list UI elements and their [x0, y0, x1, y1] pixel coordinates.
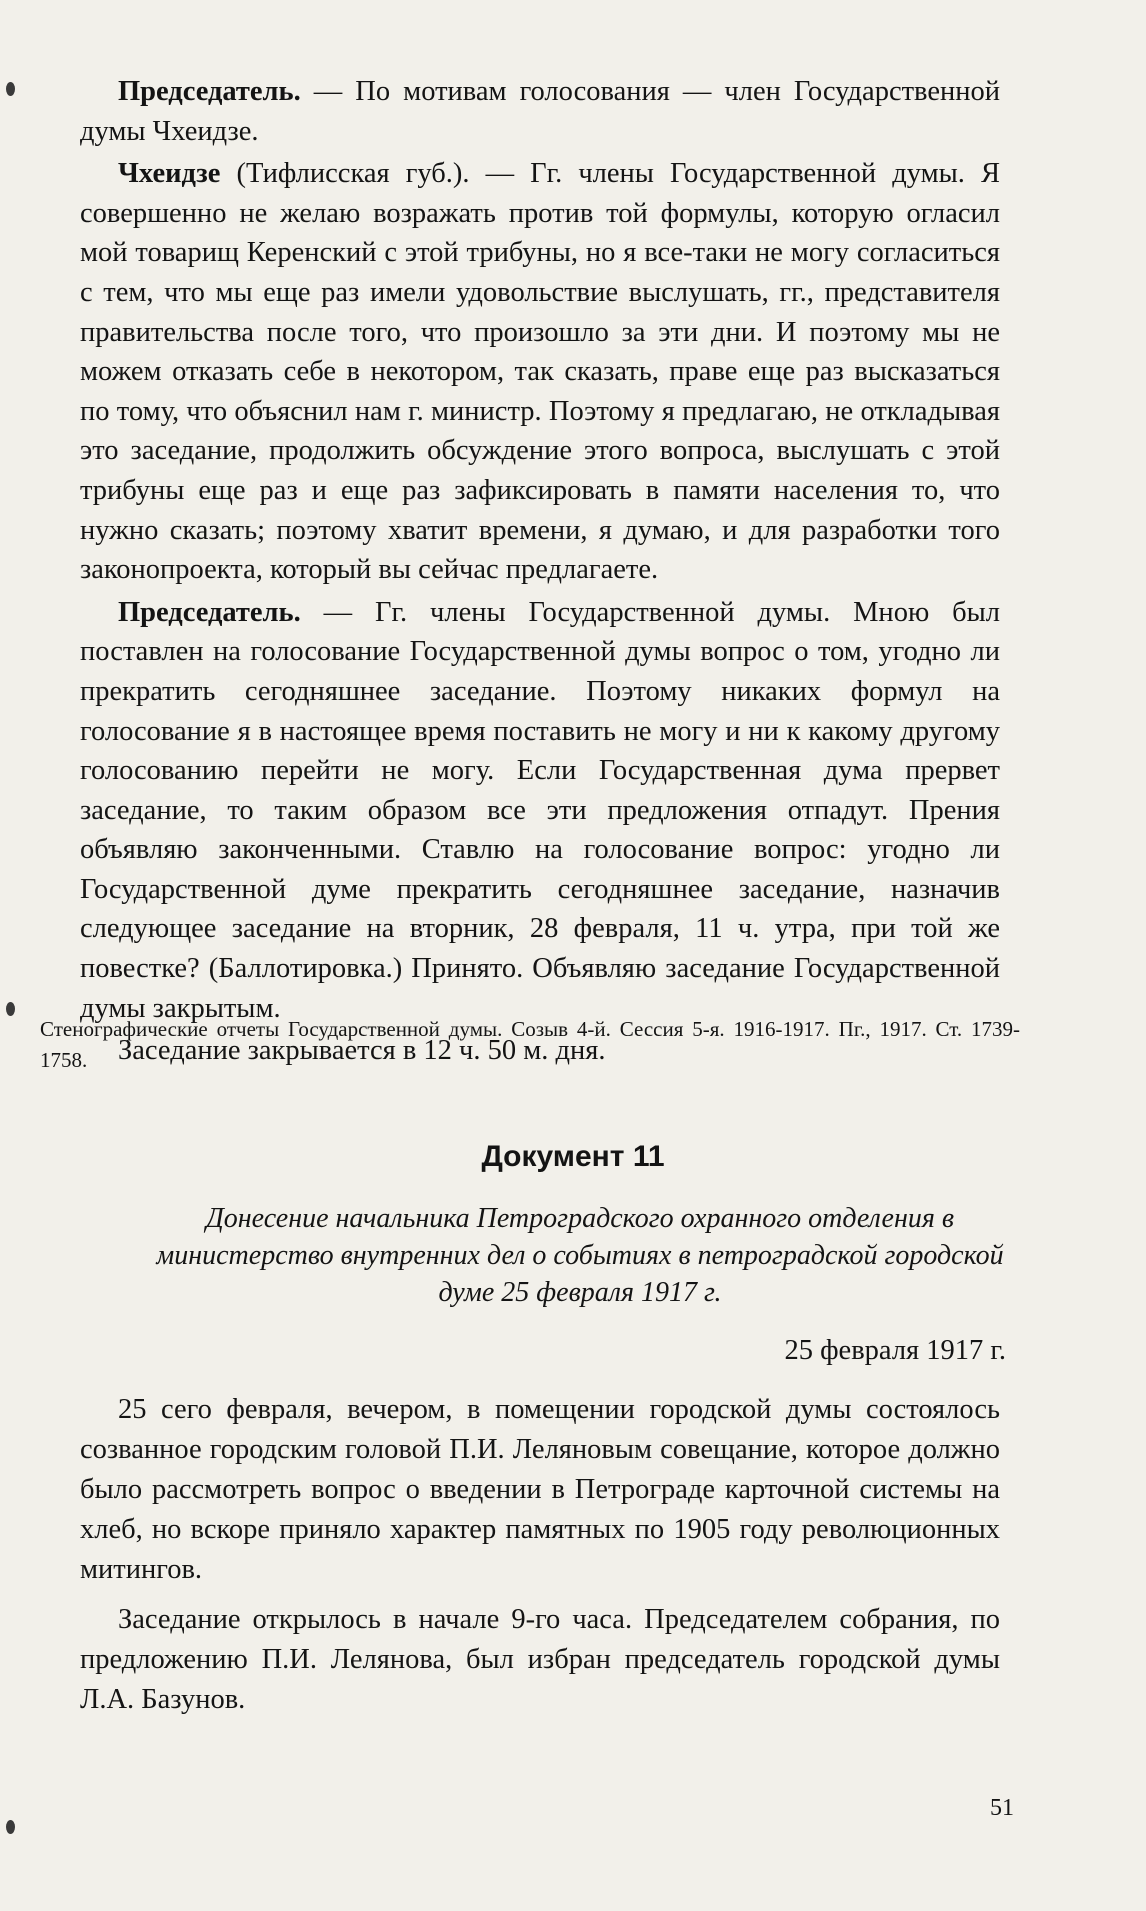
document-heading: Документ 11: [481, 1140, 665, 1173]
paragraph-2: [80, 154, 1000, 590]
paragraph-text: (Тифлисская губ.). — Гг. члены Государственной думы. Я совершенно не желаю возражать против той формулы, которую огласил мой товарищ Керенский с этой трибуны, но я все-таки не могу согласиться с тем, что мы еще раз имели удовольствие выслушать, гг., представителя правительства после того, что произошло за эти дни. И поэтому мы не можем отказать себе в некотором, так сказать, праве еще раз высказаться по тому, что объяснил нам г. министр. Поэтому я предлагаю, не откладывая это заседание, продолжить обсуждение этого вопроса, выслушать с этой трибуны еще раз и еще раз зафиксировать в памяти населения то, что нужно сказать; поэтому хватит времени, я думаю, и для разработки того законопроекта, который вы сейчас предлагаете.: [80, 158, 1000, 586]
paragraph-text: — Гг. члены Государственной думы. Мною был поставлен на голосование Государственной думы вопрос о том, угодно ли прекратить сегодняшнее заседание. Поэтому никаких формул на голосование я в настоящее время поставить не могу и ни к какому другому голосованию перейти не могу. Если Государственная дума прервет заседание, то таким образом все эти предложения отпадут. Прения объявляю законченными. Ставлю на голосование вопрос: угодно ли Государственной думе прекратить сегодняшнее заседание, назначив следующее заседание на вторник, 28 февраля, 11 ч. утра, при той же повестке? (Баллотировка.) Принято. Объявляю заседание Государственной думы закрытым.: [80, 596, 1000, 1024]
paragraph-text: Заседание закрывается в 12 ч. 50 м. дня.: [118, 1035, 606, 1067]
paragraph-3: [80, 593, 1000, 1029]
body-paragraph-1: 25 сего февраля, вечером, в помещении городской думы состоялось созванное городским головой П.И. Леляновым совещание, которое должно было рассмотреть вопрос о введении в Петрограде карточной системы на хлеб, но вскоре приняло характер памятных по 1905 году революционных митингов.: [80, 1394, 1000, 1585]
paragraph-text: — По мотивам голосования — член Государственной думы Чхеидзе.: [80, 76, 1000, 147]
body-paragraph-2: Заседание открылось в начале 9-го часа. Председателем собрания, по предложению П.И. Лелянова, был избран председатель городской думы Л.А. Базунов.: [80, 1604, 1000, 1715]
margin-mark-top: [6, 82, 15, 96]
document-body: [80, 1390, 1000, 1730]
document-date: 25 февраля 1917 г.: [784, 1335, 1006, 1366]
margin-mark-bottom: [6, 1820, 15, 1834]
speaker-name: Председатель.: [118, 76, 301, 107]
speaker-name: Председатель.: [118, 596, 301, 628]
margin-mark-middle: [6, 1002, 15, 1016]
page-number: 51: [990, 1795, 1014, 1821]
transcript-section: [80, 72, 1000, 1074]
document-subtitle: Донесение начальника Петроградского охранного отделения в министерство внутренних дел о событиях в петроградской городской думе 25 февраля 1917 г.: [156, 1203, 1004, 1308]
source-note: Стенографические отчеты Государственной думы. Созыв 4-й. Сессия 5-я. 1916-1917. Пг., 1917. Ст. 1739-1758.: [40, 1017, 1020, 1072]
paragraph-1: [80, 72, 1000, 151]
speaker-name: Чхеидзе: [118, 158, 221, 190]
